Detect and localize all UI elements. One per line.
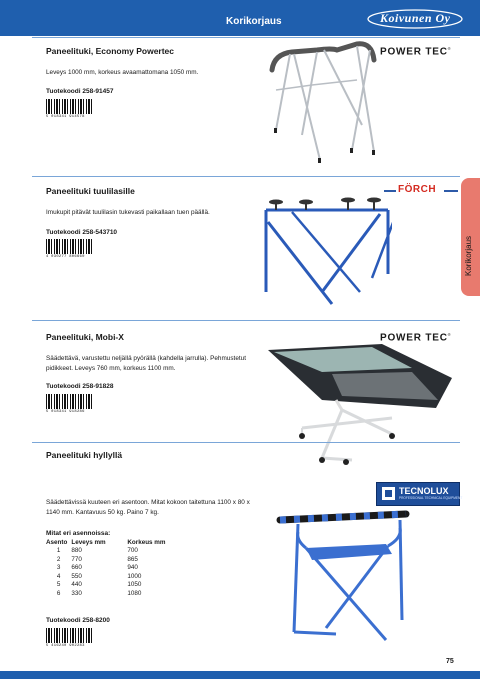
product-code: Tuotekoodi 258-543710 (46, 229, 118, 236)
section-divider (32, 320, 460, 321)
barcode-bars (46, 99, 94, 114)
brand-name: POWER TEC (380, 46, 448, 58)
powertec-logo: POWER TEC® (380, 46, 452, 58)
table-cell: 3 (56, 564, 61, 572)
product-description: Säädettävä, varustettu neljällä pyörällä (kahdella jarrulla). Pehmustetut pidikkeet. Leveys 760 mm, korkeus 1100 mm. (46, 355, 246, 372)
shelf-stand-image (276, 508, 416, 648)
positions-table (46, 538, 170, 598)
product-description: Leveys 1000 mm, korkeus avaamattomana 1050 mm. (46, 69, 199, 76)
forch-logo (384, 186, 458, 196)
product-barcode (46, 99, 94, 119)
brand-name: FÖRCH (398, 184, 437, 195)
logo-text: Koivunen Oy (380, 11, 451, 25)
logo-stripe (444, 190, 458, 192)
barcode-number: 5 018341 914578 (46, 115, 85, 119)
barcode-bars (46, 628, 94, 643)
product-description: Imukupit pitävät tuulilasin tukevasti paikallaan tuen päällä. (46, 209, 210, 216)
table-row (46, 589, 170, 598)
table-header: Asento (46, 538, 68, 546)
table-cell: 660 (71, 564, 82, 572)
product-code: Tuotekoodi 258-91457 (46, 88, 114, 95)
table-cell: 5 (56, 581, 61, 589)
product-barcode (46, 394, 94, 414)
product-title: Paneelituki, Economy Powertec (46, 46, 175, 56)
table-cell: 550 (71, 572, 82, 580)
table-cell: 4 (56, 572, 61, 580)
table-cell: 700 (127, 547, 138, 555)
table-row (46, 581, 170, 590)
table-row (46, 555, 170, 564)
section-divider (32, 37, 460, 38)
product-barcode (46, 628, 94, 648)
powertec-logo: POWER TEC® (380, 332, 452, 344)
page-header (0, 0, 480, 36)
windscreen-stand-image (262, 192, 392, 312)
table-cell: 865 (127, 555, 138, 563)
table-cell: 1000 (127, 572, 142, 580)
table-header: Korkeus mm (127, 538, 166, 546)
table-cell: 440 (71, 581, 82, 589)
table-header-row (46, 538, 170, 547)
mobi-x-stand-image (262, 338, 458, 470)
koivunen-logo (366, 8, 464, 30)
tecnolux-mark-icon (382, 487, 395, 500)
table-cell: 1 (56, 547, 61, 555)
product-description: Säädettävissä kuuteen eri asentoon. Mitat kokoon taitettuna 1100 x 80 x 1140 mm. Kantavuus 50 kg. Paino 7 kg. (46, 499, 250, 516)
table-cell: 770 (71, 555, 82, 563)
product-title: Paneelituki, Mobi-X (46, 332, 124, 342)
table-cell: 1080 (127, 589, 142, 597)
table-header: Leveys mm (71, 538, 106, 546)
header-title: Korikorjaus (226, 16, 282, 27)
brand-name: POWER TEC (380, 332, 448, 344)
product-code: Tuotekoodi 258-8200 (46, 617, 110, 624)
barcode-number: 5 416240 902283 (46, 644, 85, 648)
table-row (46, 572, 170, 581)
chapter-tab-label: Korikorjaus (464, 235, 473, 276)
brand-tagline: PROFESSIONAL TECHNICAL EQUIPMENT (399, 496, 463, 500)
barcode-number: 5 018341 918286 (46, 410, 85, 414)
product-code: Tuotekoodi 258-91828 (46, 383, 114, 390)
chapter-tab[interactable] (461, 178, 480, 296)
product-title: Paneelituki tuulilasille (46, 186, 135, 196)
section-divider (32, 442, 460, 443)
table-cell: 940 (127, 564, 138, 572)
barcode-number: 4 030277 806660 (46, 255, 85, 259)
table-cell: 1050 (127, 581, 142, 589)
economy-stand-image (262, 40, 382, 170)
section-divider (32, 176, 460, 177)
barcode-bars (46, 394, 94, 409)
barcode-bars (46, 239, 94, 254)
table-row (46, 547, 170, 556)
page-number: 75 (446, 658, 454, 665)
table-cell: 880 (71, 547, 82, 555)
table-cell: 6 (56, 589, 61, 597)
positions-title: Mitat eri asennoissa: (46, 530, 111, 537)
brand-name: TECNOLUX (399, 486, 449, 496)
table-cell: 2 (56, 555, 61, 563)
table-cell: 330 (71, 589, 82, 597)
product-title: Paneelituki hyllyllä (46, 450, 123, 460)
tecnolux-logo (376, 482, 463, 506)
table-row (46, 564, 170, 573)
product-barcode (46, 239, 94, 259)
page-footer (0, 671, 480, 679)
